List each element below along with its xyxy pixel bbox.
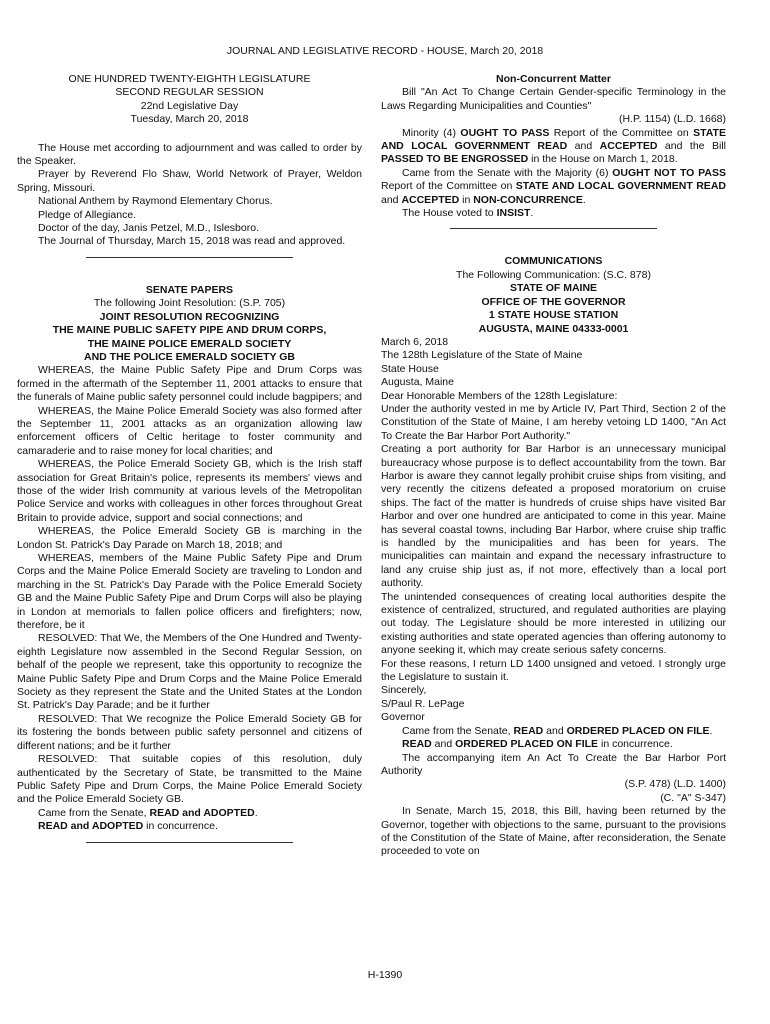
house-action: READ and ORDERED PLACED ON FILE in concurrence. [402, 738, 673, 751]
resolution-paragraph: WHEREAS, the Police Emerald Society GB, which is the Irish staff association for Great Britain's police, represents its members' views and those of the wider Irish community at various levels of the Metropolitan Police Service and works with colleagues in other forces throughout Great Britain to provide advice, support and social connections; and [17, 458, 362, 524]
communication-intro: The Following Communication: (S.C. 878) [456, 268, 651, 281]
resolution-paragraph: WHEREAS, members of the Maine Public Safety Pipe and Drum Corps and the Maine Police Emerald Society are traveling to London and marching in the St. Patrick's Day Parade with the Police Emerald Society GB and the Maine Public Safety Pipe and Drum Corps will also be playing in London at memorials to fallen police officers and firefighters; now, therefore, be it [17, 552, 362, 632]
resolution-paragraph: RESOLVED: That suitable copies of this resolution, duly authenticated by the Secretary of State, be transmitted to the Maine Public Safety Pipe and Drum Corps, the Maine Police Emerald Society and the Police Emerald Society GB. [17, 753, 362, 806]
page-number: H-1390 [367, 969, 403, 981]
governor-address-line: AUGUSTA, MAINE 04333-0001 [478, 322, 629, 335]
opening-paragraph: Prayer by Reverend Flo Shaw, World Network of Prayer, Weldon Spring, Missouri. [17, 168, 362, 194]
governor-address-line: OFFICE OF THE GOVERNOR [481, 295, 626, 308]
opening-paragraph: The House met according to adjournment and was called to order by the Speaker. [17, 141, 362, 168]
session-line-4: Tuesday, March 20, 2018 [130, 113, 249, 126]
resolution-title-line: THE MAINE PUBLIC SAFETY PIPE AND DRUM CORPS, [52, 324, 327, 337]
opening-paragraph: National Anthem by Raymond Elementary Chorus. [38, 195, 273, 208]
right-column [381, 73, 726, 859]
left-column [17, 73, 362, 843]
bill-title: Bill "An Act To Change Certain Gender-specific Terminology in the Laws Regarding Municipalities and Counties" [381, 86, 726, 112]
resolution-paragraph: RESOLVED: That We recognize the Police Emerald Society GB for its fostering the bonds between public safety personnel and citizens of different nations; and be it further [17, 712, 362, 752]
minority-report: Minority (4) OUGHT TO PASS Report of the Committee on STATE AND LOCAL GOVERNMENT READ and ACCEPTED and the Bill PASSED TO BE ENGROSSED in the House on March 1, 2018. [381, 126, 726, 166]
session-line-1: ONE HUNDRED TWENTY-EIGHTH LEGISLATURE [68, 73, 311, 85]
letter-paragraph: For these reasons, I return LD 1400 unsigned and vetoed. I strongly urge the Legislature to sustain it. [381, 657, 726, 684]
item-reference: (S.P. 478) (L.D. 1400) [624, 778, 726, 791]
bill-reference: (H.P. 1154) (L.D. 1668) [619, 113, 726, 126]
resolution-title-line: JOINT RESOLUTION RECOGNIZING [99, 310, 280, 323]
senate-action: Came from the Senate, READ and ADOPTED. [38, 806, 258, 819]
opening-paragraph: The Journal of Thursday, March 15, 2018 was read and approved. [38, 235, 346, 248]
section-divider [86, 842, 293, 843]
page-header: JOURNAL AND LEGISLATIVE RECORD - HOUSE, March 20, 2018 [226, 45, 544, 57]
accompanying-item: The accompanying item An Act To Create the Bar Harbor Port Authority [381, 751, 726, 777]
senate-papers-heading: SENATE PAPERS [145, 283, 234, 296]
governor-address-line: 1 STATE HOUSE STATION [488, 309, 619, 322]
resolution-paragraph: WHEREAS, the Maine Public Safety Pipe and Drum Corps was formed in the aftermath of the September 11, 2001 attacks to ensure that the funerals of Maine public safety personnel could include bagpipers; and [17, 364, 362, 404]
communications-heading: COMMUNICATIONS [504, 255, 603, 268]
letter-closing: Sincerely, [381, 684, 427, 697]
non-concurrent-heading: Non-Concurrent Matter [496, 73, 611, 85]
item-reference: (C. "A" S-347) [660, 791, 726, 804]
opening-paragraph: Pledge of Allegiance. [38, 208, 137, 221]
letter-signer-title: Governor [381, 711, 425, 724]
governor-address-line: STATE OF MAINE [509, 282, 598, 295]
house-action: READ and ADOPTED in concurrence. [38, 820, 218, 833]
letter-line: March 6, 2018 [381, 335, 449, 348]
letter-line: The 128th Legislature of the State of Maine [381, 349, 583, 362]
senate-majority-report: Came from the Senate with the Majority (6) OUGHT NOT TO PASS Report of the Committee on STATE AND LOCAL GOVERNMENT READ and ACCEPTED in NON-CONCURRENCE. [381, 166, 726, 206]
session-line-2: SECOND REGULAR SESSION [115, 86, 264, 99]
senate-action: Came from the Senate, READ and ORDERED PLACED ON FILE. [402, 724, 713, 737]
opening-paragraph: Doctor of the day, Janis Petzel, M.D., Islesboro. [38, 222, 259, 235]
letter-paragraph: Creating a port authority for Bar Harbor is an unnecessary municipal bureaucracy whose purpose is to deflect accountability from the town. Bar Harbor is aware they cannot legally prohibit cruise ships from visiting, and very recently the citizens defeated a proposed moratorium on cruise ships. The fact of the matter is hundreds of cruise ships have visited Bar Harbor and over one hundred are anticipated to come in this year. Maine has several coastal towns, including Bar Harbor, where cruise ship traffic is handled by the municipalities and has been for years. The municipalities can maintain and expand the necessary infrastructure to land any cruise ship just as, if not more, effectively than a local port authority. [381, 443, 726, 590]
letter-paragraph: The unintended consequences of creating local authorities despite the existence of centralized, structured, and regulated authorities are playing out today. The Legislature should be more interested in utilizing our existing authorities and state operated agencies than offering autonomy to anyone seeking it, which may create serious safety concerns. [381, 590, 726, 657]
resolution-title-line: AND THE POLICE EMERALD SOCIETY GB [84, 350, 295, 363]
resolution-title-line: THE MAINE POLICE EMERALD SOCIETY [87, 337, 292, 350]
session-line-3: 22nd Legislative Day [140, 99, 239, 112]
senate-reconsideration: In Senate, March 15, 2018, this Bill, having been returned by the Governor, together with objections to the same, pursuant to the provisions of the Constitution of the State of Maine, after reconsideration, the Senate proceeded to vote on [381, 805, 726, 858]
resolution-paragraph: RESOLVED: That We, the Members of the One Hundred and Twenty-eighth Legislature now assembled in the Second Regular Session, on behalf of the people we represent, take this opportunity to recognize the Maine Public Safety Pipe and Drum Corps and the Maine Police Emerald Society as they represent the State and the United States at the London St. Patrick's Day Parade; and be it further [17, 632, 362, 712]
house-vote: The House voted to INSIST. [402, 207, 534, 220]
letter-signature: S/Paul R. LePage [381, 697, 465, 710]
resolution-paragraph: WHEREAS, the Maine Police Emerald Society was also formed after the September 11, 2001 attacks as an organization allowing law enforcement officers of Celtic heritage to foster community and camaraderie and to raise money for local charities; and [17, 404, 362, 457]
letter-paragraph: Under the authority vested in me by Article IV, Part Third, Section 2 of the Constitution of the State of Maine, I am hereby vetoing LD 1400, "An Act To Create the Bar Harbor Port Authority." [381, 402, 726, 442]
resolution-paragraph: WHEREAS, the Police Emerald Society GB is marching in the London St. Patrick's Day Parade on March 18, 2018; and [17, 525, 362, 551]
joint-resolution-intro: The following Joint Resolution: (S.P. 705) [93, 297, 286, 310]
letter-line: State House [381, 362, 439, 375]
letter-line: Dear Honorable Members of the 128th Legislature: [381, 389, 618, 402]
letter-line: Augusta, Maine [381, 376, 454, 389]
